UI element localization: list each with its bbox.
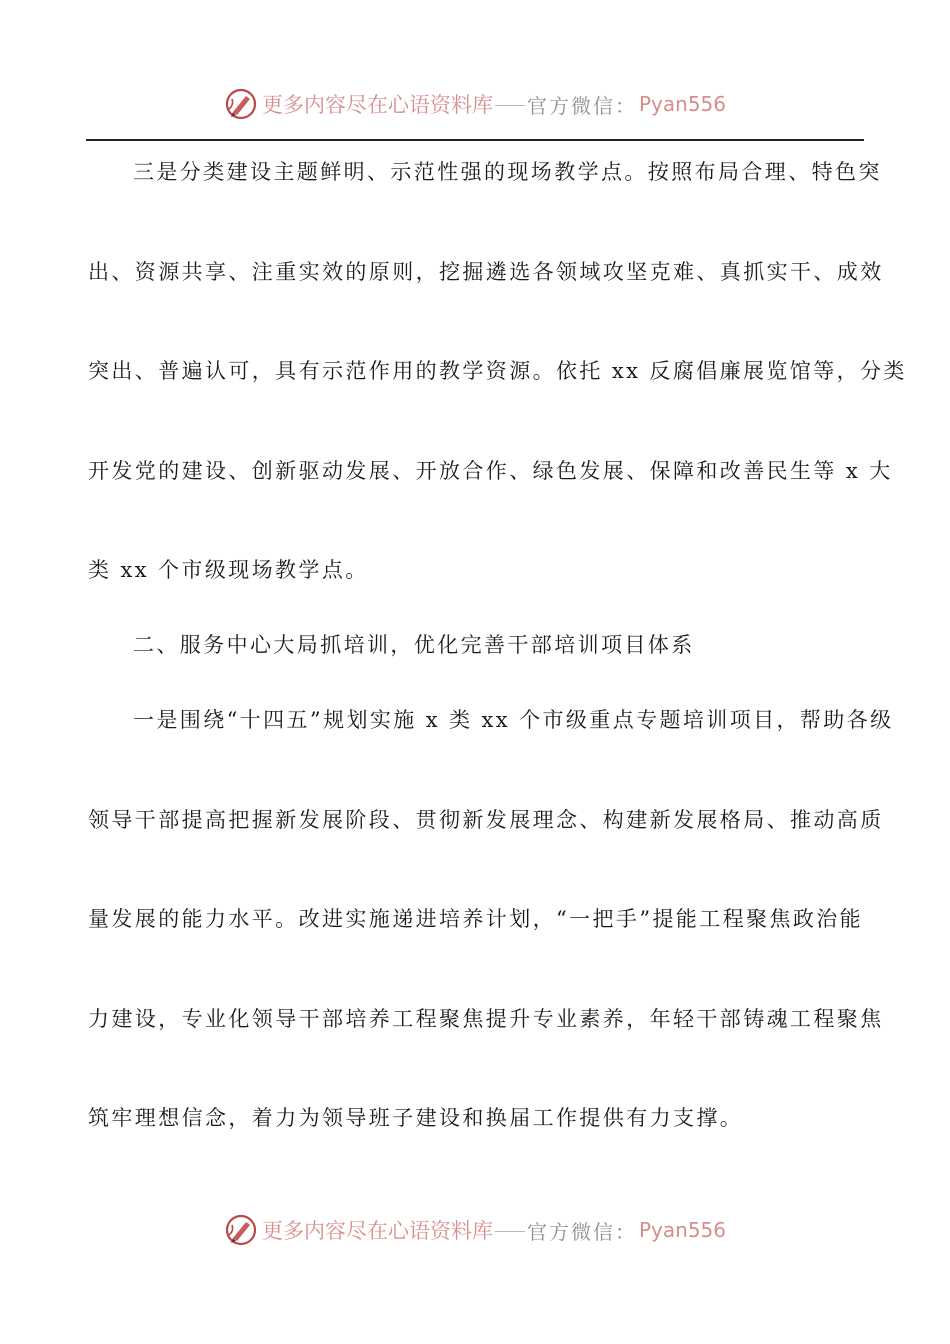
header-official-label: 官方微信： xyxy=(526,93,637,118)
footer-dash xyxy=(495,1231,525,1232)
paragraph-line: 突出、普遍认可，具有示范作用的教学资源。依托 xx 反腐倡廉展览馆等，分类 xyxy=(88,359,907,383)
paragraph-line: 三是分类建设主题鲜明、示范性强的现场教学点。按照布局合理、特色突 xyxy=(133,160,882,184)
header-dash xyxy=(495,105,525,106)
section-heading: 二、服务中心大局抓培训，优化完善干部培训项目体系 xyxy=(133,633,695,657)
paragraph-line: 类 xx 个市级现场教学点。 xyxy=(88,558,369,582)
header-watermark xyxy=(0,82,950,126)
pen-logo-icon xyxy=(224,87,258,121)
paragraph-line: 开发党的建设、创新驱动发展、开放合作、绿色发展、保障和改善民生等 x 大 xyxy=(88,459,893,483)
footer-wechat-id: Pyan556 xyxy=(638,1218,726,1242)
header-wechat-id: Pyan556 xyxy=(638,92,726,116)
footer-watermark xyxy=(0,1208,950,1252)
footer-official-label: 官方微信： xyxy=(526,1219,637,1244)
paragraph-line: 量发展的能力水平。改进实施递进培养计划，“一把手”提能工程聚焦政治能 xyxy=(88,907,864,931)
paragraph-line: 力建设，专业化领导干部培养工程聚焦提升专业素养，年轻干部铸魂工程聚焦 xyxy=(88,1007,884,1031)
paragraph-line: 出、资源共享、注重实效的原则，挖掘遴选各领域攻坚克难、真抓实干、成效 xyxy=(88,260,884,284)
footer-brand-text: 更多内容尽在心语资料库 xyxy=(261,1219,493,1243)
pen-logo-icon xyxy=(224,1213,258,1247)
paragraph-line: 一是围绕“十四五”规划实施 x 类 xx 个市级重点专题培训项目，帮助各级 xyxy=(133,708,894,732)
header-brand-text: 更多内容尽在心语资料库 xyxy=(261,93,493,117)
paragraph-line: 筑牢理想信念，着力为领导班子建设和换届工作提供有力支撑。 xyxy=(88,1106,744,1130)
header-divider xyxy=(86,139,864,141)
paragraph-line: 领导干部提高把握新发展阶段、贯彻新发展理念、构建新发展格局、推动高质 xyxy=(88,808,884,832)
